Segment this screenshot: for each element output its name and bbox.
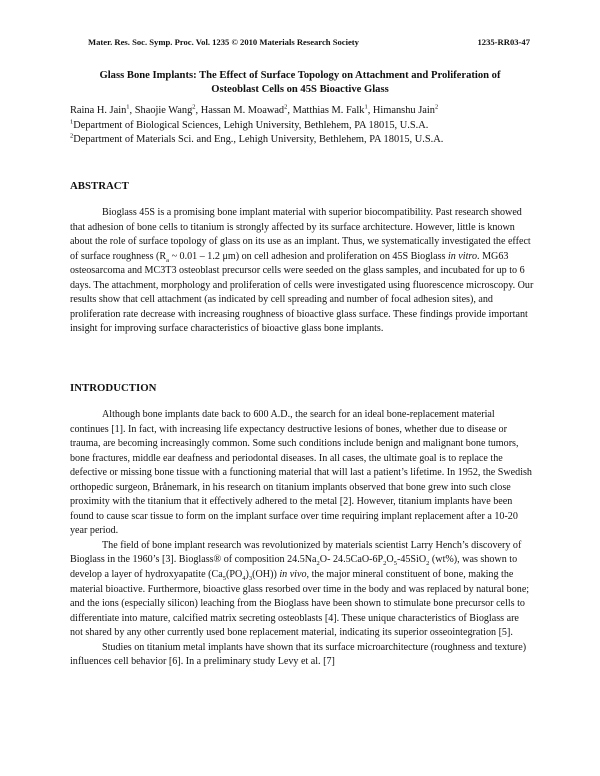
author-name: , Himanshu Jain bbox=[367, 105, 435, 116]
subscript: 3 bbox=[248, 575, 253, 583]
affiliation-mark: 1 bbox=[364, 103, 368, 111]
introduction-body bbox=[70, 408, 534, 670]
paper-title bbox=[60, 69, 540, 97]
running-header bbox=[88, 37, 530, 47]
author-name: , Matthias M. Falk bbox=[287, 105, 365, 116]
text-run: ~ 0.01 – 1.2 μm) on cell adhesion and proliferation on 45S Bioglass bbox=[169, 250, 448, 262]
journal-citation: Mater. Res. Soc. Symp. Proc. Vol. 1235 © 2010 Materials Research Society bbox=[88, 37, 359, 47]
intro-paragraph-3: Studies on titanium metal implants have shown that its surface microarchitecture (roughness and texture) influences cell behavior [6]. In a preliminary study Levy et al. [7] bbox=[70, 641, 527, 668]
affiliation-mark: 2 bbox=[434, 103, 439, 111]
intro-paragraph-1: Although bone implants date back to 600 A.D., the search for an ideal bone-replacement material continues [1]. In fact, with increasing life expectancy destructive lesions of bones, whether due to disease or trauma, are becoming increasingly common. Some such conditions include benign and malignant bone tumors, bone fractures, middle ear deafness and periodontal diseases. In all cases, the ultimate goal is to replace the defective or missing bone tissue with a functioning material that will last a patient’s lifetime. In 1952, the Swedish orthopedic surgeon, Brånemark, in his research on titanium implants observed that bone grew into such close proximity with the titanium that it effectively adhered to the metal [2]. However, titanium implants have been found to cause scar tissue to form on the implant surface over time requiring implant replacement after a 10-20 year period. bbox=[70, 409, 532, 537]
subscript: 2 bbox=[383, 560, 387, 568]
subscript: 2 bbox=[426, 560, 430, 568]
author-name: Raina H. Jain bbox=[70, 105, 127, 116]
affiliation-mark: 2 bbox=[70, 132, 74, 140]
italic-term: in vitro bbox=[447, 250, 478, 262]
subscript: 2 bbox=[316, 560, 320, 568]
introduction-heading: INTRODUCTION bbox=[70, 382, 157, 394]
affiliation-mark: 2 bbox=[192, 103, 196, 111]
subscript: 5 bbox=[393, 560, 397, 568]
affiliation-2 bbox=[70, 133, 540, 148]
affiliation-text: Department of Biological Sciences, Lehigh University, Bethlehem, PA 18015, U.S.A. bbox=[73, 119, 429, 131]
affiliation-mark: 2 bbox=[284, 103, 288, 111]
subscript: 4 bbox=[242, 575, 246, 583]
affiliation-1 bbox=[70, 119, 540, 134]
author-list bbox=[70, 104, 540, 119]
affiliation-mark: 1 bbox=[126, 103, 130, 111]
text-run: (OH)) bbox=[252, 569, 280, 581]
abstract-body bbox=[70, 206, 534, 337]
text-run: The field of bone implant research was revolutionized by materials scientist Larry Hench’s discovery of Bioglass in the 1960’s [3]. Bioglass® of composition 24.5Na bbox=[70, 539, 522, 566]
text-run: , the major mineral constituent of bone, making the material bioactive. Furthermore, bioactive glass resorbed over time in the body and was replaced by natural bone; and the ions (especially silicon) leaching from the Bioglass have been shown to stimulate bone precursor cells to differentiate into mature, calcified matrix secreting osteoblasts [4]. These unique characteristics of Bioglass are not shared by any other currently used bone replacement material, indicating its superior osseointegration [5]. bbox=[70, 569, 530, 639]
intro-paragraph-2 bbox=[70, 539, 534, 641]
text-run: ) bbox=[245, 569, 249, 581]
affiliation-text: Department of Materials Sci. and Eng., Lehigh University, Bethlehem, PA 18015, U.S.A. bbox=[73, 134, 444, 146]
paper-code: 1235-RR03-47 bbox=[477, 37, 530, 47]
author-name: , Shaojie Wang bbox=[129, 105, 193, 116]
title-line-2: Osteoblast Cells on 45S Bioactive Glass bbox=[211, 84, 389, 95]
subscript: a bbox=[166, 256, 170, 264]
author-name: , Hassan M. Moawad bbox=[195, 105, 285, 116]
abstract-paragraph bbox=[70, 206, 534, 337]
subscript: 5 bbox=[222, 575, 226, 583]
text-run: (wt%), was shown to develop a layer of hydroxyapatite (Ca bbox=[70, 554, 518, 581]
italic-term: in vivo bbox=[279, 569, 307, 581]
text-run: O- 24.5CaO-6P bbox=[319, 554, 384, 566]
abstract-heading: ABSTRACT bbox=[70, 180, 129, 192]
text-run: (PO bbox=[226, 569, 243, 581]
text-run: Bioglass 45S is a promising bone implant material with superior biocompatibility. Past research showed that adhesion of bone cells to titanium is strongly affected by its surface architecture. However, little is known about the role of surface topology of glass on its use as an implant. Thus, we systematically investigated the effect of surface roughness (R bbox=[70, 207, 531, 262]
affiliation-mark: 1 bbox=[70, 118, 74, 126]
title-line-1: Glass Bone Implants: The Effect of Surface Topology on Attachment and Proliferation of bbox=[99, 70, 501, 81]
author-block bbox=[70, 104, 540, 148]
text-run: . MG63 osteosarcoma and MC3T3 osteoblast precursor cells were seeded on the glass samples, and incubated for up to 6 days. The attachment, morphology and proliferation of cells were investigated using fluorescence microscopy. Our results show that cell attachment (as indicated by cell spreading and number of focal adhesion sites), and proliferation rate decrease with increasing roughness of bioactive glass surface. These findings provide important insight for improving surface characteristics of bioactive glass bone implants. bbox=[70, 250, 534, 335]
text-run: -45SiO bbox=[396, 554, 427, 566]
text-run: O bbox=[386, 554, 394, 566]
